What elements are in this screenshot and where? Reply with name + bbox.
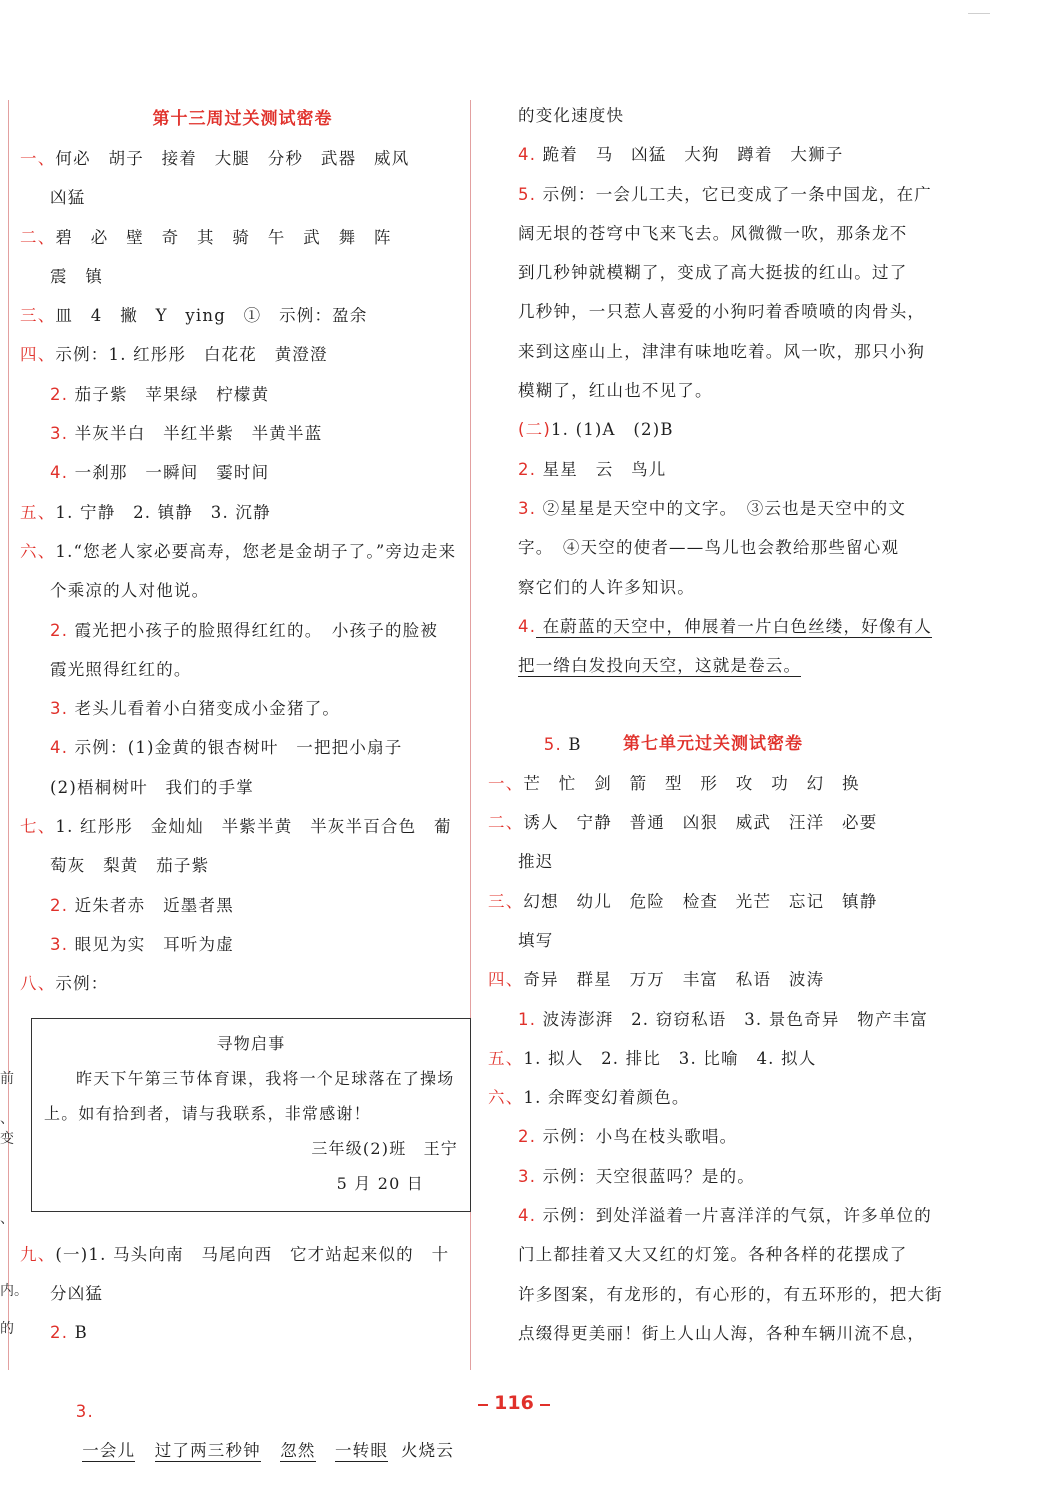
answer-text: 示例： <box>55 974 109 994</box>
answer-line <box>488 332 938 371</box>
item-number: (二) <box>518 420 551 440</box>
item-number: 六、 <box>20 541 56 561</box>
underlined-words <box>76 1441 454 1462</box>
answer-lines-bottom <box>488 764 943 1353</box>
margin-fragment: 、 <box>0 1211 14 1227</box>
answer-lines-after-notice <box>20 1235 465 1353</box>
answer-line <box>20 414 465 453</box>
notice-title: 寻物启事 <box>216 1034 286 1053</box>
answer-text: 1.“您老人家必要高寿，您老是金胡子了。”旁边走来 <box>55 541 457 561</box>
answer-line <box>20 178 465 217</box>
item-number: 一、 <box>488 773 524 793</box>
item-number: 2. <box>50 620 69 640</box>
underlined-line <box>488 646 938 685</box>
item-number: 三、 <box>488 891 524 911</box>
answer-line <box>20 1313 465 1352</box>
answer-line <box>488 410 938 449</box>
answer-text: 1. 宁静 2. 镇静 3. 沉静 <box>55 502 271 522</box>
answer-line <box>488 921 938 960</box>
answer-text: 星星 云 鸟儿 <box>536 459 667 479</box>
answer-lines-top <box>488 96 938 607</box>
answer-line <box>488 960 938 999</box>
answer-text: 1. 红彤彤 金灿灿 半紫半黄 半灰半百合色 葡 <box>55 817 452 837</box>
answer-text: 示例：一会儿工夫，它已变成了一条中国龙，在广 <box>536 184 933 204</box>
item-number: 4. <box>518 1206 537 1226</box>
answer-line <box>20 532 465 571</box>
notice-signature: 三年级(2)班 王宁 <box>311 1139 458 1158</box>
section-title-unit7: 第七单元过关测试密卷 <box>623 733 803 754</box>
answer-text: 碧 必 壁 奇 其 骑 午 武 舞 阵 <box>55 227 392 247</box>
margin-fragment: 内。 <box>0 1283 28 1299</box>
item-number: 九、 <box>20 1244 56 1264</box>
answer-line <box>20 846 465 885</box>
item-number: 3. <box>50 699 69 719</box>
answer-text: 跪着 马 凶猛 大狗 蹲着 大狮子 <box>536 145 844 165</box>
answer-text: 老头儿看着小白猪变成小金猪了。 <box>68 699 341 719</box>
answer-text: (一)1. 马头向南 马尾向西 它才站起来似的 十 <box>55 1244 450 1264</box>
item-number: 5. <box>543 734 562 754</box>
item-number: 七、 <box>20 817 56 837</box>
answer-line <box>488 489 938 528</box>
item-number: 2. <box>518 1127 537 1147</box>
answer-text: 来到这座山上，津津有味地吃着。风一吹，那只小狗 <box>518 341 926 361</box>
item-number: 四、 <box>20 345 56 365</box>
answer-line <box>20 611 465 650</box>
answer-line <box>488 1235 938 1274</box>
item-number: 5. <box>518 184 537 204</box>
answer-line <box>20 925 465 964</box>
margin-fragment: 变 <box>0 1131 14 1147</box>
answer-text: 到几秒钟就模糊了，变成了高大挺拔的红山。过了 <box>518 263 908 283</box>
answer-line <box>488 292 938 331</box>
answer-text: 霞光把小孩子的脸照得红红的。 小孩子的脸被 <box>68 620 439 640</box>
item-number: 2. <box>50 895 69 915</box>
notice-body: 昨天下午第三节体育课，我将一个足球落在了操场上。如有拾到者，请与我联系，非常感谢！ <box>44 1069 455 1123</box>
answer-line <box>20 807 465 846</box>
answer-line <box>488 803 938 842</box>
answer-text: 字。 ④天空的使者——鸟儿也会教给那些留心观 <box>518 538 900 558</box>
item-number: 4. <box>50 738 69 758</box>
answer-text: 示例：天空很蓝吗？是的。 <box>536 1166 756 1186</box>
item-number: 4. <box>50 463 69 483</box>
answer-text: 诱人 宁静 普通 凶狠 威武 汪洋 必要 <box>523 813 878 833</box>
answer-line <box>488 764 938 803</box>
notice-date: 5 月 20 日 <box>336 1174 424 1193</box>
page-number: 116 <box>482 1392 546 1414</box>
answer-line <box>488 253 938 292</box>
item-number: 3. <box>518 498 537 518</box>
answer-text: 1. 余晖变幻着颜色。 <box>523 1088 690 1108</box>
answer-text: 示例：1. 红彤彤 白花花 黄澄澄 <box>55 345 328 365</box>
underlined-word: 一会儿 <box>82 1441 136 1461</box>
item-number: 3. <box>75 1401 94 1421</box>
answer-line <box>488 1196 938 1235</box>
answer-text: 震 镇 <box>50 266 104 286</box>
underlined-word: 一转眼 <box>334 1441 389 1461</box>
answer-line <box>20 728 465 767</box>
answer-line <box>488 1275 943 1314</box>
item-number: 二、 <box>488 813 524 833</box>
answer-text: 阔无垠的苍穹中飞来飞去。风微微一吹，那条龙不 <box>518 223 908 243</box>
answer-text: 眼见为实 耳听为虚 <box>68 934 234 954</box>
answer-text: 一刹那 一瞬间 霎时间 <box>68 463 270 483</box>
answer-text: 1. 拟人 2. 排比 3. 比喻 4. 拟人 <box>523 1048 817 1068</box>
item-number: 五、 <box>488 1048 524 1068</box>
answer-line <box>20 571 465 610</box>
underlined-answer-line <box>20 1352 465 1461</box>
answer-text: B <box>561 734 582 754</box>
answer-text: 霞光照得红红的。 <box>50 659 192 679</box>
answer-line <box>488 882 938 921</box>
answer-line <box>488 371 938 410</box>
trailing-word: 火烧云 <box>400 1441 455 1461</box>
answer-line <box>488 450 938 489</box>
answer-line <box>488 568 938 607</box>
answer-line <box>20 1274 465 1313</box>
page-edge-line <box>8 100 9 1370</box>
item-number: 三、 <box>20 306 56 326</box>
answer-line <box>20 886 465 925</box>
answer-text: 示例：(1)金黄的银杏树叶 一把把小扇子 <box>68 738 403 758</box>
answer-text: 示例：到处洋溢着一片喜洋洋的气氛，许多单位的 <box>536 1206 933 1226</box>
underlined-word: 过了两三秒钟 <box>154 1441 261 1461</box>
answer-line <box>488 1314 938 1353</box>
underlined-word: 忽然 <box>280 1441 316 1461</box>
underlined-text: 把一绺白发投向天空，这就是卷云。 <box>518 656 802 676</box>
answer-text: 何必 胡子 接着 大腿 分秒 武器 威风 <box>55 149 410 168</box>
item-number: 1. <box>518 1009 537 1029</box>
item-number: 二、 <box>20 227 56 247</box>
corner-mark <box>968 13 990 14</box>
item-number: 3. <box>50 424 69 444</box>
answer-line <box>20 650 465 689</box>
item-number: 2. <box>50 1323 69 1343</box>
answer-line <box>488 1078 938 1117</box>
right-column <box>488 96 943 1353</box>
answer-line <box>488 842 938 881</box>
item-number: 3. <box>50 934 69 954</box>
answer-text: 茄子紫 苹果绿 柠檬黄 <box>68 384 270 404</box>
margin-fragment: 的 <box>0 1321 14 1337</box>
answer-text: 门上都挂着又大又红的灯笼。各种各样的花摆成了 <box>518 1245 908 1265</box>
answer-line <box>20 964 465 1003</box>
margin-fragment: 、 <box>0 1111 14 1127</box>
answer-text: 几秒钟，一只惹人喜爱的小狗叼着香喷喷的肉骨头， <box>518 302 926 322</box>
answer-text: 皿 4 撇 Y ying ① 示例：盈余 <box>55 306 368 326</box>
answer-lines <box>20 139 465 1004</box>
answer-line <box>488 1117 938 1156</box>
underlined-text: 在蔚蓝的天空中，伸展着一片白色丝缕，好像有人 <box>536 616 933 636</box>
answer-text: 幻想 幼儿 危险 检查 光芒 忘记 镇静 <box>523 891 878 911</box>
answer-text: 萄灰 梨黄 茄子紫 <box>50 856 210 876</box>
item-number: 2. <box>50 384 69 404</box>
answer-line <box>20 1235 465 1274</box>
answer-text: B <box>68 1323 88 1343</box>
answer-text: 半灰半白 半红半紫 半黄半蓝 <box>68 424 323 444</box>
answer-line <box>488 214 938 253</box>
answer-line <box>488 1039 938 1078</box>
margin-fragment: 前 <box>0 1071 14 1087</box>
answer-text: 点缀得更美丽！街上人山人海，各种车辆川流不息， <box>518 1323 926 1343</box>
answer-line <box>20 768 465 807</box>
answer-line <box>20 453 465 492</box>
item-number: 八、 <box>20 974 56 994</box>
answer-line <box>488 528 938 567</box>
answer-text: 推迟 <box>518 852 554 872</box>
answer-line <box>488 175 938 214</box>
answer-text: 近朱者赤 近墨者黑 <box>68 895 234 915</box>
answer-text: 凶猛 <box>50 188 86 208</box>
lost-item-notice <box>31 1018 471 1212</box>
section-title-week13: 第十三周过关测试密卷 <box>152 109 333 129</box>
answer-line <box>20 493 465 532</box>
item-number: 六、 <box>488 1088 524 1108</box>
answer-text: 奇异 群星 万万 丰富 私语 波涛 <box>523 970 825 990</box>
answer-line <box>20 218 465 257</box>
answer-text: 芒 忙 剑 箭 型 形 攻 功 幻 换 <box>523 773 860 793</box>
underlined-line <box>488 607 938 646</box>
answer-text: 填写 <box>518 930 554 950</box>
answer-text: (2)梧桐树叶 我们的手掌 <box>50 777 254 797</box>
item-number: 3. <box>518 1166 537 1186</box>
answer-line <box>488 135 938 174</box>
answer-line <box>488 96 938 135</box>
answer-text: 示例：小鸟在枝头歌唱。 <box>536 1127 738 1147</box>
answer-text: 波涛澎湃 2. 窃窃私语 3. 景色奇异 物产丰富 <box>536 1009 929 1029</box>
answer-line <box>20 689 465 728</box>
answer-line <box>20 257 465 296</box>
answer-text: 1. (1)A (2)B <box>550 420 674 440</box>
item-number: 4. <box>518 145 537 165</box>
answer-line <box>488 1000 938 1039</box>
answer-line <box>488 1157 938 1196</box>
answer-text: 分凶猛 <box>50 1283 104 1303</box>
item-number: 4. <box>518 616 537 636</box>
answer-text: 个乘凉的人对他说。 <box>50 581 210 601</box>
answer-text: 模糊了，红山也不见了。 <box>518 381 713 401</box>
answer-text: ②星星是天空中的文字。 ③云也是天空中的文 <box>536 498 907 518</box>
item-number: 五、 <box>20 502 56 522</box>
answer-text: 许多图案，有龙形的，有心形的，有五环形的，把大街 <box>518 1284 943 1304</box>
answer-line <box>20 335 465 374</box>
answer-text: 察它们的人许多知识。 <box>518 577 695 597</box>
answer-line <box>20 296 465 335</box>
item-number: 2. <box>518 459 537 479</box>
item-number: 四、 <box>488 970 524 990</box>
answer-line <box>20 139 465 178</box>
answer-line <box>20 375 465 414</box>
answer-text: 的变化速度快 <box>518 106 625 125</box>
underlined-answer-lines <box>488 607 938 686</box>
item-number: 一、 <box>20 149 56 168</box>
